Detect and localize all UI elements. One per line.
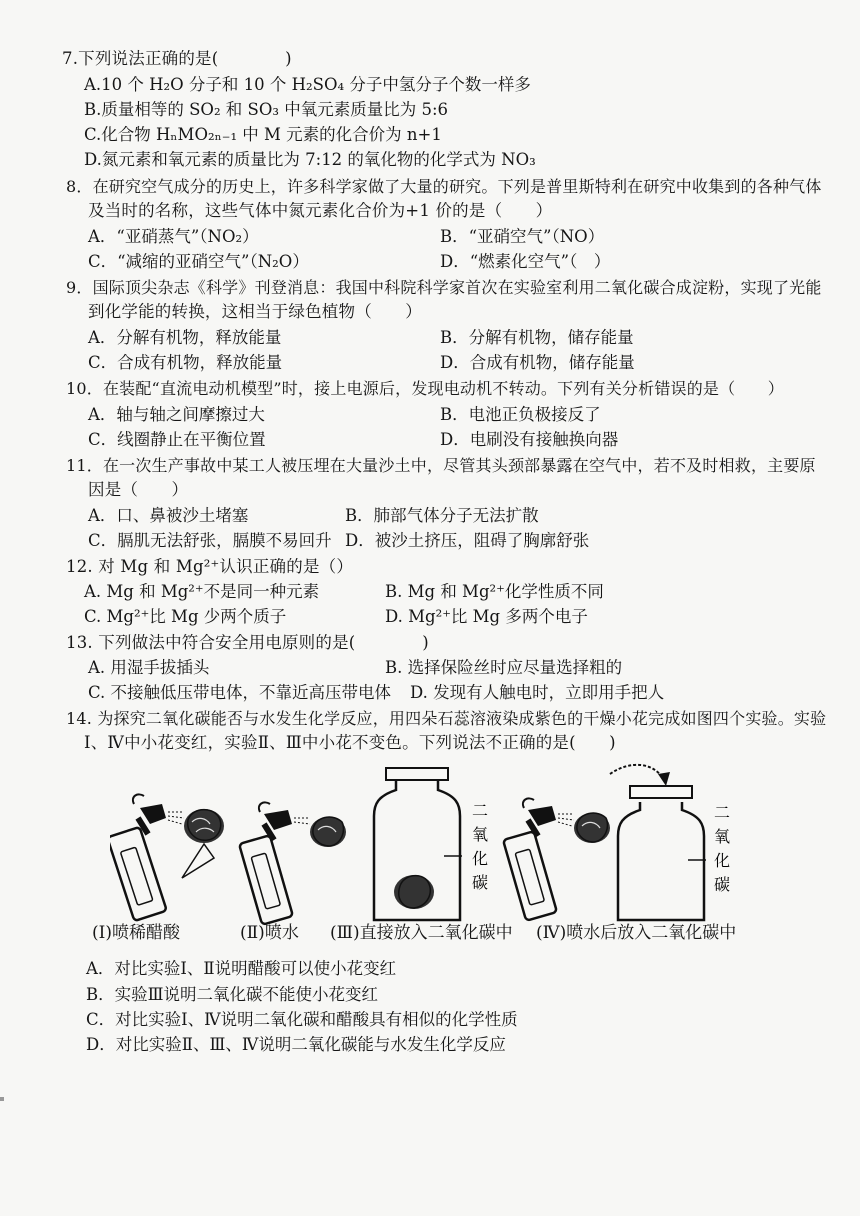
q9-stem-cont: 到化学能的转换，这相当于绿色植物（ ） — [88, 302, 422, 321]
q9-option-b: B．分解有机物，储存能量 — [440, 328, 634, 347]
q8-stem: 8．在研究空气成分的历史上，许多科学家做了大量的研究。下列是普里斯特利在研究中收集到的各种气体 — [66, 177, 822, 196]
figure-caption-1: (Ⅰ)喷稀醋酸 — [92, 923, 180, 943]
q11-option-a: A．口、鼻被沙土堵塞 — [88, 506, 249, 525]
flower-icon — [182, 809, 224, 878]
q8-option-a: A．“亚硝蒸气”（NO₂） — [88, 227, 259, 246]
figure-caption-3: (Ⅲ)直接放入二氧化碳中 — [330, 923, 513, 943]
q10-option-d: D．电刷没有接触换向器 — [440, 430, 619, 449]
svg-text:化: 化 — [714, 851, 731, 870]
q12-option-d: D. Mg²⁺比 Mg 多两个电子 — [385, 607, 588, 626]
q8-stem-cont: 及当时的名称，这些气体中氮元素化合价为+1 价的是（ ） — [88, 201, 553, 220]
q13-option-a: A. 用湿手拔插头 — [88, 658, 210, 677]
jar-label-co2 — [472, 801, 488, 892]
q13-option-c: C. 不接触低压带电体，不靠近高压带电体 — [88, 683, 392, 702]
q8-option-b: B．“亚硝空气”（NO） — [440, 227, 605, 246]
q14-option-a: A．对比实验Ⅰ、Ⅱ说明醋酸可以使小花变红 — [86, 959, 397, 978]
q7-option-c: C.化合物 HₙMO₂ₙ₋₁ 中 M 元素的化合价为 n+1 — [84, 125, 442, 144]
q11-option-d: D．被沙土挤压，阻碍了胸廓舒张 — [345, 531, 590, 550]
q9-stem: 9．国际顶尖杂志《科学》刊登消息：我国中科院科学家首次在实验室利用二氧化碳合成淀粉，实现了光能 — [66, 278, 822, 297]
q11-option-c: C．膈肌无法舒张，膈膜不易回升 — [88, 531, 332, 550]
q12-option-a: A. Mg 和 Mg²⁺不是同一种元素 — [84, 582, 320, 601]
q10-option-c: C．线圈静止在平衡位置 — [88, 430, 266, 449]
q10-option-a: A．轴与轴之间摩擦过大 — [88, 405, 265, 424]
q12-option-b: B. Mg 和 Mg²⁺化学性质不同 — [385, 582, 604, 601]
q14-option-c: C．对比实验Ⅰ、Ⅳ说明二氧化碳和醋酸具有相似的化学性质 — [86, 1010, 518, 1029]
spray-bottle-icon — [110, 794, 184, 921]
flower-icon — [574, 813, 610, 843]
q13-option-d: D. 发现有人触电时，立即用手把人 — [410, 683, 665, 702]
scan-mark — [0, 1097, 4, 1101]
q9-option-d: D．合成有机物，储存能量 — [440, 353, 635, 372]
flower-icon — [310, 817, 346, 847]
q7-option-a: A.10 个 H₂O 分子和 10 个 H₂SO₄ 分子中氢分子个数一样多 — [84, 75, 531, 94]
q8-option-d: D．“燃素化空气”（ ） — [440, 252, 611, 271]
q14-option-d: D．对比实验Ⅱ、Ⅲ、Ⅳ说明二氧化碳能与水发生化学反应 — [86, 1035, 506, 1054]
q13-stem: 13. 下列做法中符合安全用电原则的是( ) — [66, 633, 429, 652]
q11-option-b: B．肺部气体分子无法扩散 — [345, 506, 539, 525]
q7-option-d: D.氮元素和氧元素的质量比为 7:12 的氧化物的化学式为 NO₃ — [84, 150, 536, 169]
svg-text:氧: 氧 — [714, 827, 731, 846]
experiment-figure — [110, 760, 760, 930]
q14-stem-cont: Ⅰ、Ⅳ中小花变红，实验Ⅱ、Ⅲ中小花不变色。下列说法不正确的是( ) — [84, 733, 616, 752]
svg-text:二: 二 — [472, 801, 489, 820]
q11-stem: 11．在一次生产事故中某工人被压埋在大量沙土中，尽管其头颈部暴露在空气中，若不及时相救，主要原 — [66, 456, 816, 475]
figure-caption-4: (Ⅳ)喷水后放入二氧化碳中 — [536, 923, 737, 943]
q13-option-b: B. 选择保险丝时应尽量选择粗的 — [385, 658, 623, 677]
svg-text:氧: 氧 — [472, 825, 489, 844]
svg-text:碳: 碳 — [472, 873, 489, 892]
svg-text:化: 化 — [472, 849, 489, 868]
spray-bottle-icon — [239, 802, 310, 924]
jar-label-co2 — [714, 803, 730, 894]
figure-caption-2: (Ⅱ)喷水 — [240, 923, 299, 943]
q9-option-a: A．分解有机物，释放能量 — [88, 328, 282, 347]
spray-bottle-icon — [503, 798, 574, 920]
q7-stem: 7.下列说法正确的是( ) — [62, 49, 292, 68]
svg-text:碳: 碳 — [714, 875, 731, 894]
q7-option-b: B.质量相等的 SO₂ 和 SO₃ 中氧元素质量比为 5:6 — [84, 100, 449, 119]
curved-arrow-icon — [610, 765, 670, 786]
q14-option-b: B．实验Ⅲ说明二氧化碳不能使小花变红 — [86, 985, 379, 1004]
q12-option-c: C. Mg²⁺比 Mg 少两个质子 — [84, 607, 287, 626]
gas-jar-icon — [618, 786, 706, 920]
q10-stem: 10．在装配“直流电动机模型”时，接上电源后，发现电动机不转动。下列有关分析错误的是（ ） — [66, 379, 784, 398]
svg-text:二: 二 — [714, 803, 731, 822]
q11-stem-cont: 因是（ ） — [88, 480, 189, 499]
q12-stem: 12. 对 Mg 和 Mg²⁺认识正确的是（） — [66, 557, 354, 576]
q8-option-c: C．“减缩的亚硝空气”（N₂O） — [88, 252, 309, 271]
q9-option-c: C．合成有机物，释放能量 — [88, 353, 283, 372]
gas-jar-icon — [374, 768, 462, 920]
q10-option-b: B．电池正负极接反了 — [440, 405, 601, 424]
q14-stem: 14. 为探究二氧化碳能否与水发生化学反应，用四朵石蕊溶液染成紫色的干燥小花完成如图四个实验。实验 — [66, 709, 827, 728]
